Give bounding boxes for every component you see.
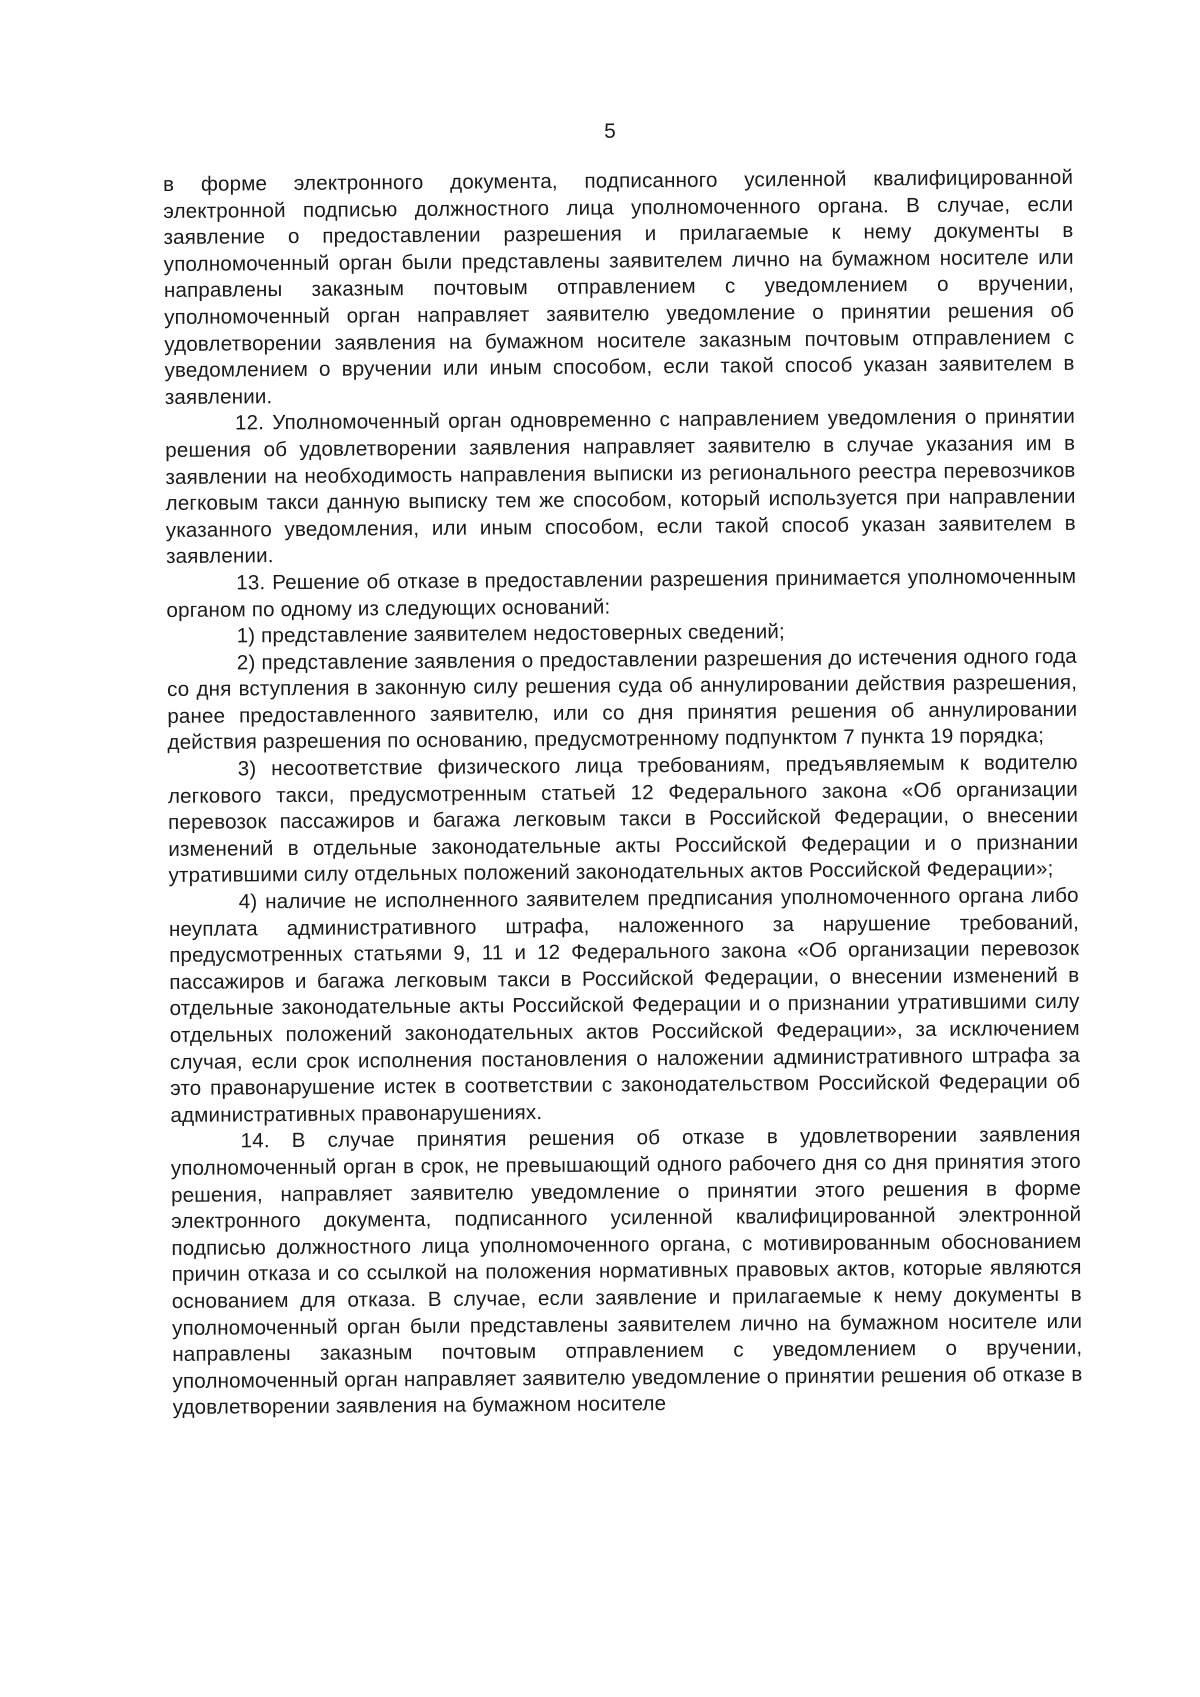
list-item-4: 4) наличие не исполненного заявителем предписания уполномоченного органа либо неуплата административного штрафа, наложенного за нарушение требований, предусмотренных статьями 9, 11 и 12 Федерального закона «Об организации перевозок пассажиров и багажа легковым такси в Российской Федерации, о внесении изменений в отдельные законодательные акты Российской Федерации и о признании утратившими силу отдельных положений законодательных актов Российской Федерации», за исключением случая, если срок исполнения постановления о наложении административного штрафа за это правонарушение истек в соответствии с законодательством Российской Федерации об административных правонарушениях. [168,883,1081,1127]
paragraph-14: 14. В случае принятия решения об отказе в удовлетворении заявления уполномоченный орган в срок, не превышающий одного рабочего дня со дня принятия этого решения, направляет заявителю уведомление о принятии этого решения в форме электронного документа, подписанного усиленной квалифицированной электронной подписью должностного лица уполномоченного органа, с мотивированным обоснованием причин отказа и со ссылкой на положения нормативных правовых актов, которые являются основанием для отказа. В случае, если заявление и прилагаемые к нему документы в уполномоченный орган были представлены заявителем лично на бумажном носителе или направлены заказным почтовым отправлением с уведомлением о вручении, уполномоченный орган направляет заявителю уведомление о принятии решения об отказе в удовлетворении заявления на бумажном носителе [170,1123,1083,1420]
paragraph-continuation: в форме электронного документа, подписанного усиленной квалифицированной электронной подписью должностного лица уполномоченного органа. В случае, если заявление о предоставлении разрешения и прилагаемые к нему документы в уполномоченный орган были представлены заявителем лично на бумажном носителе или направлены заказным почтовым отправлением с уведомлением о вручении, уполномоченный орган направляет заявителю уведомление о принятии решения об удовлетворении заявления на бумажном носителе заказным почтовым отправлением с уведомлением о вручении или иным способом, если такой способ указан заявителем в заявлении. [163,165,1075,409]
list-item-3: 3) несоответствие физического лица требованиям, предъявляемым к водителю легкового такси, предусмотренным статьей 12 Федерального закона «Об организации перевозок пассажиров и багажа легковым такси в Российской Федерации, о внесении изменений в отдельные законодательные акты Российской Федерации и о признании утратившими силу отдельных положений законодательных актов Российской Федерации»; [167,750,1079,888]
list-item-2: 2) представление заявления о предоставлении разрешения до истечения одного года со дня вступления в законную силу решения суда об аннулировании действия разрешения, ранее предоставленного заявителю, или со дня принятия решения об аннулировании действия разрешения по основанию, предусмотренному подпунктом 7 пункта 19 порядка; [166,644,1078,755]
paragraph-12: 12. Уполномоченный орган одновременно с направлением уведомления о принятии решения об удовлетворении заявления направляет заявителю в случае указания им в заявлении на необходимость направления выписки из регионального реестра перевозчиков легковым такси данную выписку тем же способом, который используется при направлении указанного уведомления, или иным способом, если такой способ указан заявителем в заявлении. [165,405,1076,569]
document-body [163,165,1083,1422]
paragraph-13: 13. Решение об отказе в предоставлении разрешения принимается уполномоченным органом по одному из следующих оснований: [166,564,1077,622]
page-number: 5 [604,120,616,143]
list-item-1: 1) представление заявителем недостоверных сведений; [236,620,785,648]
